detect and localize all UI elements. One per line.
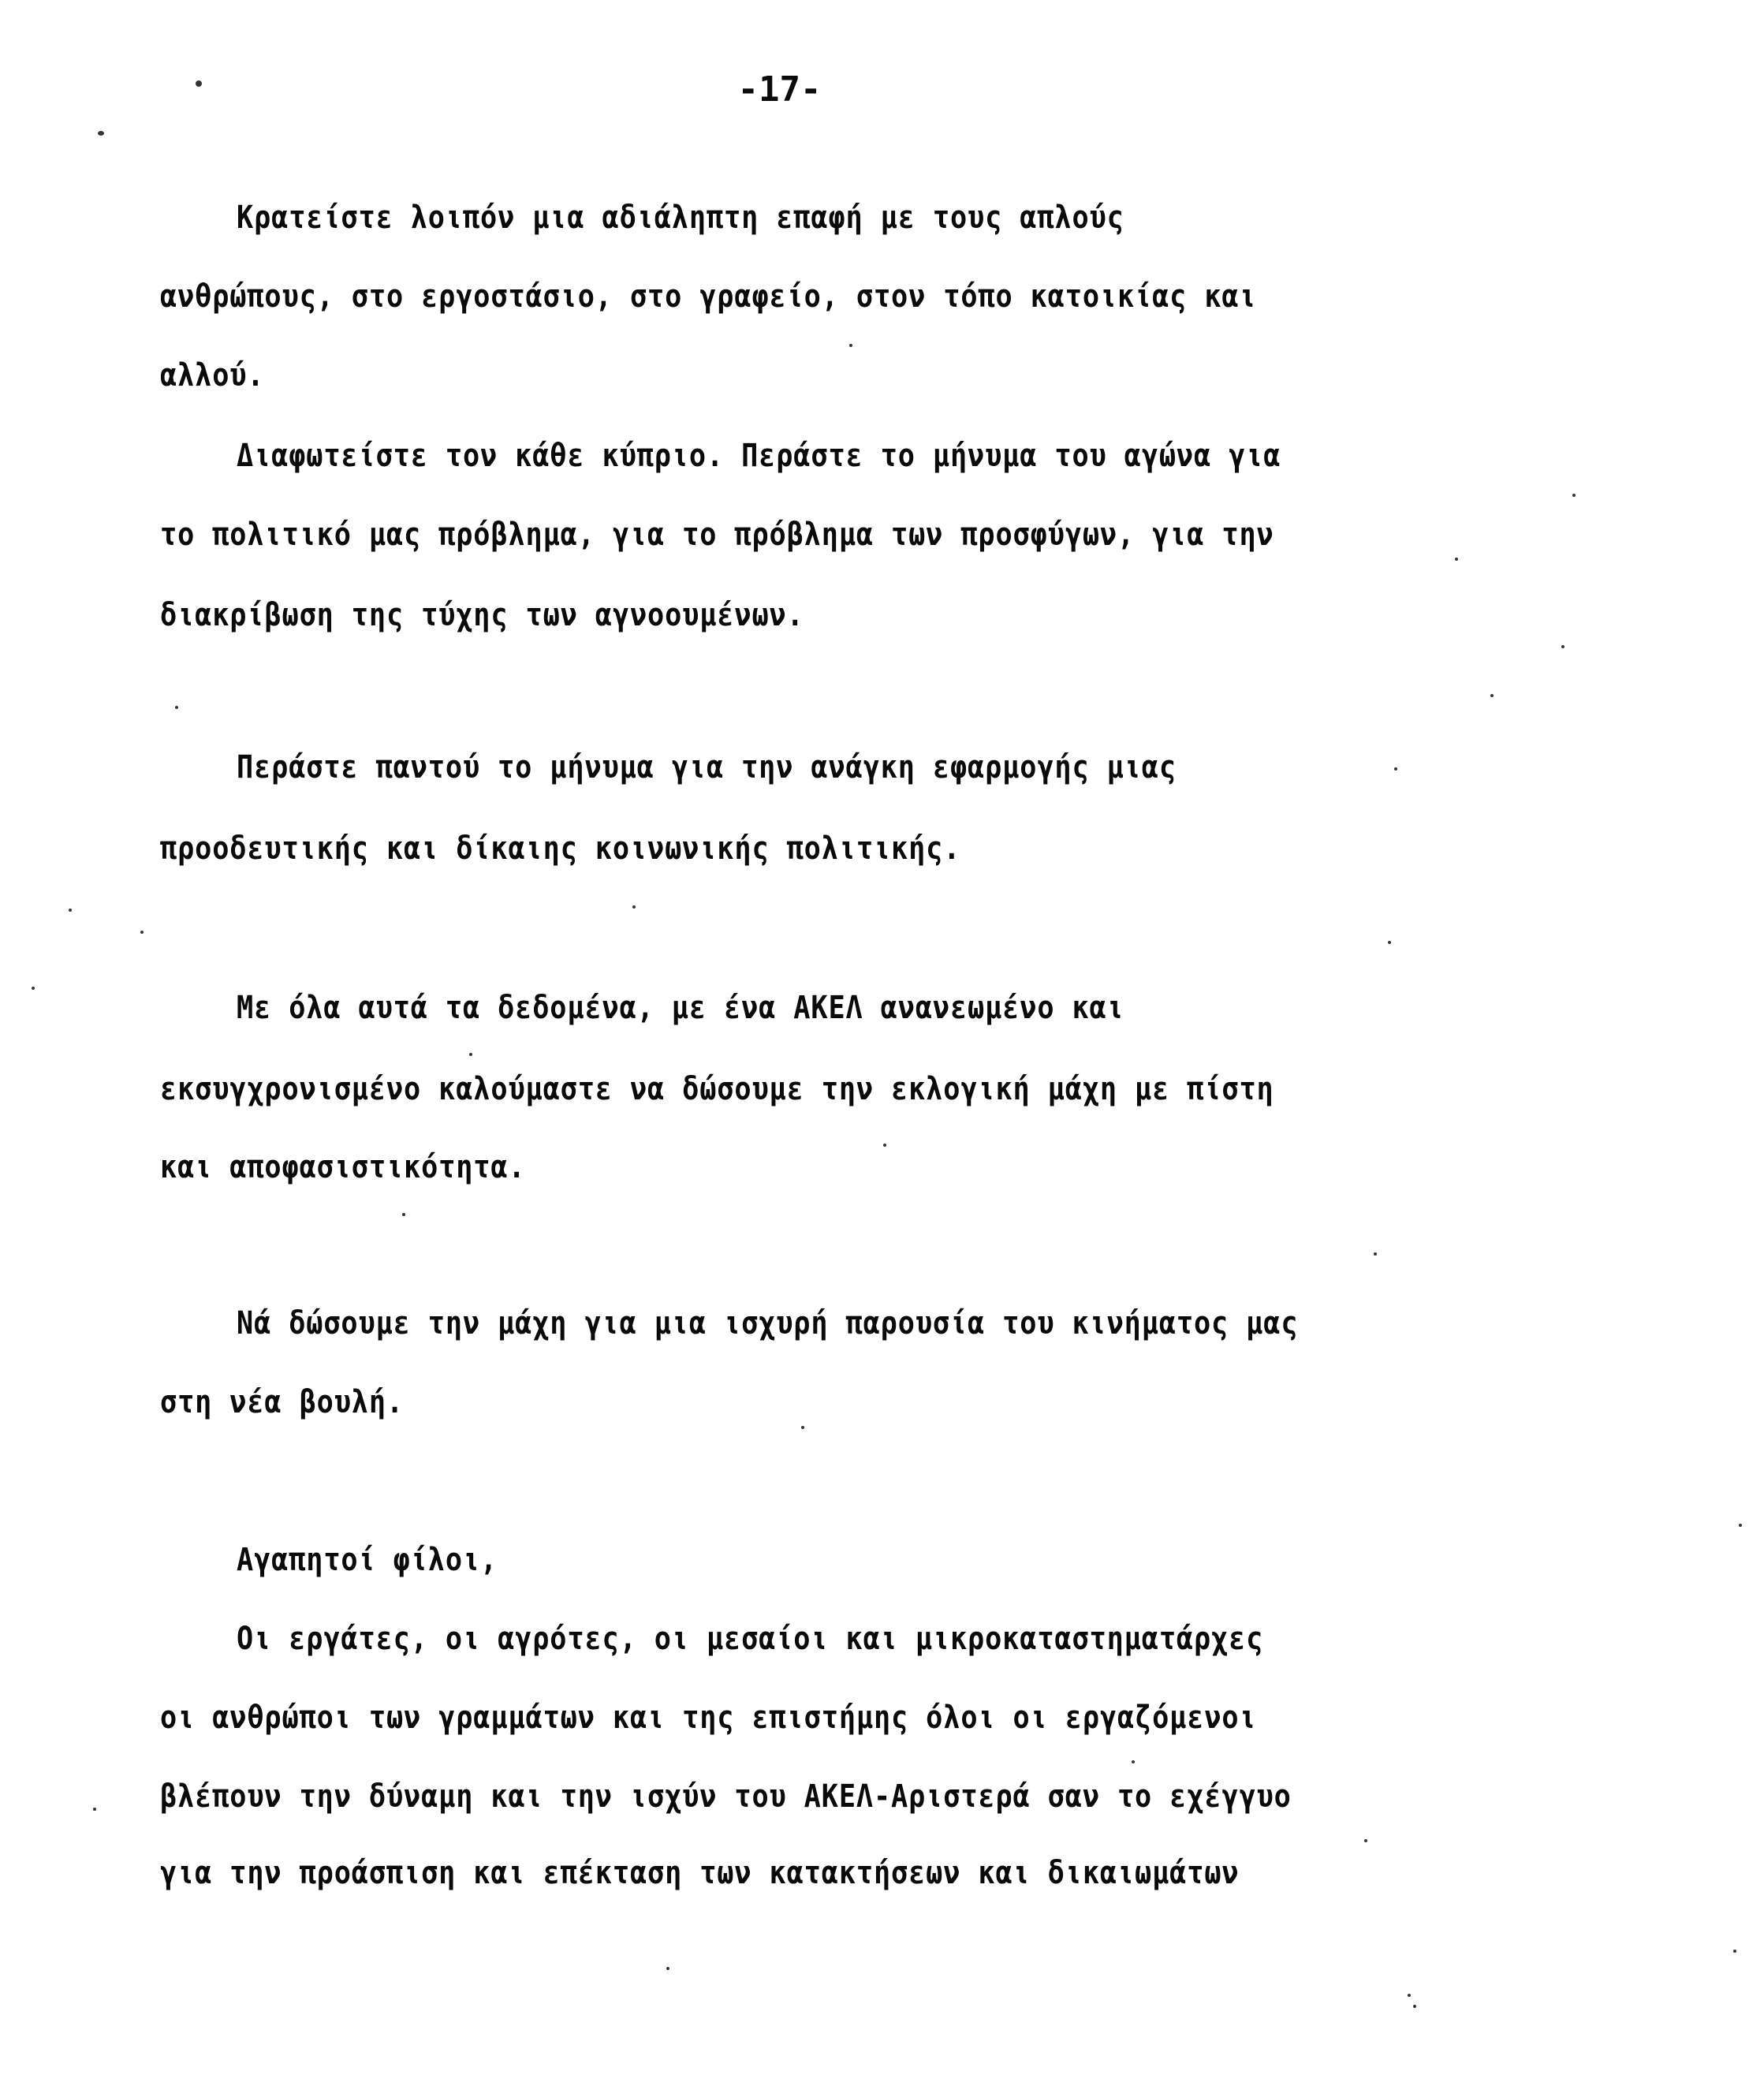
scan-speck: [849, 344, 852, 347]
scan-speck: [1388, 941, 1391, 944]
scan-speck: [469, 1053, 472, 1056]
page-number: -17-: [737, 69, 822, 110]
paragraph-7-line-4: για την προάσπιση και επέκταση των κατακτήσεων και δικαιωμάτων: [160, 1855, 1240, 1891]
scan-speck: [1739, 1524, 1742, 1527]
scan-speck: [1374, 1252, 1377, 1256]
scan-speck: [1572, 494, 1576, 497]
scan-speck: [140, 931, 144, 934]
scan-speck: [883, 1144, 886, 1147]
scan-speck: [1413, 2005, 1416, 2008]
scan-speck: [1364, 1839, 1367, 1842]
paragraph-7-line-1: Οι εργάτες, οι αγρότες, οι μεσαίοι και μικροκαταστηματάρχες: [237, 1621, 1264, 1657]
paragraph-3-line-1: Περάστε παντού το μήνυμα για την ανάγκη εφαρμογής μιας: [237, 749, 1177, 786]
paragraph-4-line-3: και αποφασιστικότητα.: [160, 1149, 526, 1185]
paragraph-1-line-1: Κρατείστε λοιπόν μια αδιάληπτη επαφή με τους απλούς: [237, 200, 1124, 236]
scan-speck: [1561, 645, 1564, 648]
paragraph-2-line-3: διακρίβωση της τύχης των αγνοουμένων.: [160, 597, 804, 633]
scan-speck: [666, 1967, 669, 1970]
scan-speck: [98, 131, 104, 136]
paragraph-5-line-2: στη νέα βουλή.: [160, 1384, 405, 1420]
scan-speck: [801, 1426, 804, 1429]
scan-speck: [32, 987, 35, 990]
paragraph-2-line-2: το πολιτικό μας πρόβλημα, για το πρόβλημα των προσφύγων, για την: [160, 517, 1274, 553]
paragraph-7-line-2: οι ανθρώποι των γραμμάτων και της επιστήμης όλοι οι εργαζόμενοι: [160, 1700, 1257, 1736]
salutation: Αγαπητοί φίλοι,: [237, 1542, 498, 1578]
scan-speck: [1490, 694, 1494, 697]
scan-speck: [632, 905, 636, 909]
paragraph-4-line-2: εκσυγχρονισμένο καλούμαστε να δώσουμε την εκλογική μάχη με πίστη: [160, 1071, 1274, 1107]
scan-speck: [1455, 558, 1458, 561]
paragraph-5-line-1: Νά δώσουμε την μάχη για μια ισχυρή παρουσία του κινήματος μας: [237, 1305, 1299, 1342]
paragraph-2-line-1: Διαφωτείστε τον κάθε κύπριο. Περάστε το μήνυμα του αγώνα για: [237, 438, 1281, 474]
scan-speck: [1394, 767, 1397, 771]
scan-speck: [1132, 1760, 1135, 1763]
paragraph-1-line-2: ανθρώπους, στο εργοστάσιο, στο γραφείο, στον τόπο κατοικίας και: [160, 278, 1257, 315]
paragraph-7-line-3: βλέπουν την δύναμη και την ισχύν του ΑΚΕΛ-Αριστερά σαν το εχέγγυο: [160, 1778, 1292, 1815]
scan-speck: [69, 909, 72, 912]
scan-speck: [93, 1808, 96, 1811]
paragraph-3-line-2: προοδευτικής και δίκαιης κοινωνικής πολιτικής.: [160, 830, 961, 867]
paragraph-1-line-3: αλλού.: [160, 357, 265, 394]
scan-speck: [196, 80, 202, 87]
scan-speck: [1408, 1994, 1411, 1997]
paragraph-4-line-1: Με όλα αυτά τα δεδομένα, με ένα ΑΚΕΛ ανανεωμένο και: [237, 990, 1124, 1026]
scan-speck: [175, 706, 178, 709]
scan-speck: [402, 1213, 405, 1216]
scan-speck: [1733, 1950, 1736, 1953]
